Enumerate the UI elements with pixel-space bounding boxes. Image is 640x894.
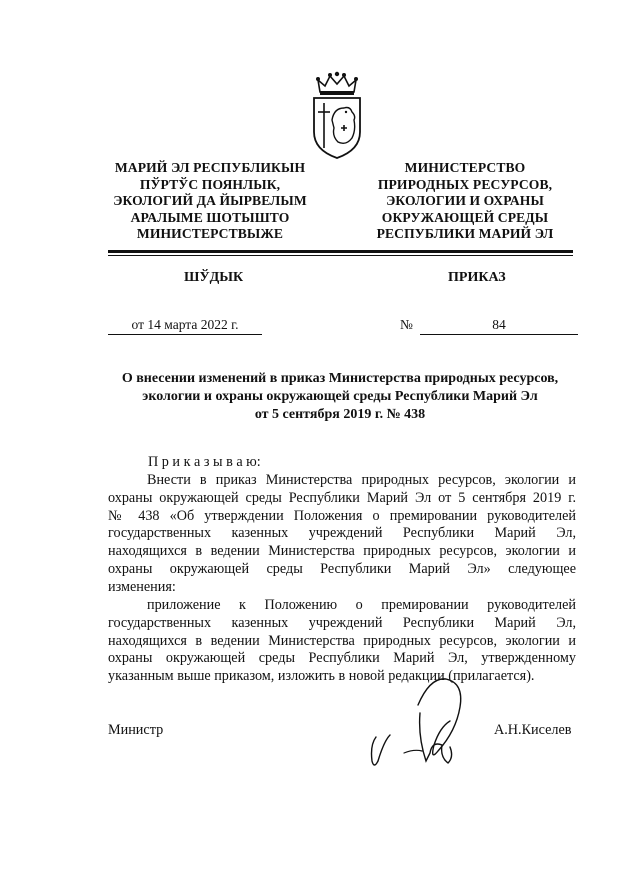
header-right-line: РЕСПУБЛИКИ МАРИЙ ЭЛ bbox=[376, 226, 554, 241]
coat-of-arms-icon bbox=[300, 70, 374, 160]
paragraph-line: охраны окружающей среды Республики Марий Эл, утвержденному bbox=[108, 650, 576, 667]
paragraph-1 bbox=[108, 472, 576, 597]
signatory-name: А.Н.Киселев bbox=[494, 722, 572, 738]
header-right-line: ОКРУЖАЮЩЕЙ СРЕДЫ bbox=[381, 209, 549, 225]
paragraph-line: находящихся в ведении Министерства природных ресурсов, экологии и bbox=[108, 543, 576, 560]
header-right bbox=[365, 160, 565, 243]
paragraph-line: государственных казенных учреждений Республики Марий Эл, bbox=[108, 525, 576, 542]
paragraph-line: охраны окружающей среды Республики Марий Эл от 5 сентября 2019 г. bbox=[108, 489, 576, 506]
header-right-line: ПРИРОДНЫХ РЕСУРСОВ, bbox=[377, 176, 553, 192]
order-word: П р и к а з ы в а ю: bbox=[148, 454, 261, 470]
handwritten-signature bbox=[360, 665, 500, 775]
header-left-line: АРАЛЫМЕ ШОТЫШТО bbox=[130, 209, 290, 225]
title-line: от 5 сентября 2019 г. № 438 bbox=[254, 407, 426, 422]
paragraph-line: охраны окружающей среды Республики Марий Эл» следующее bbox=[108, 560, 576, 577]
title-line: экологии и охраны окружающей среды Республики Марий Эл bbox=[142, 389, 538, 404]
order-number: 84 bbox=[420, 317, 578, 335]
header-divider-thin bbox=[108, 255, 573, 256]
order-title bbox=[100, 370, 580, 424]
paragraph-line: № 438 «Об утверждении Положения о премировании руководителей bbox=[108, 507, 576, 524]
number-sign: № bbox=[400, 317, 413, 332]
paragraph-line: Внести в приказ Министерства природных ресурсов, экологии и bbox=[147, 472, 576, 488]
paragraph-line: находящихся в ведении Министерства природных ресурсов, экологии и bbox=[108, 632, 576, 649]
doc-type-right: ПРИКАЗ bbox=[448, 270, 506, 285]
header-left bbox=[110, 160, 310, 243]
paragraph-line: приложение к Положению о премировании руководителей bbox=[147, 597, 576, 613]
header-left-line: МАРИЙ ЭЛ РЕСПУБЛИКЫН bbox=[114, 160, 306, 175]
header-left-line: ПЎРТЎС ПОЯНЛЫК, bbox=[139, 176, 281, 192]
header-right-line: МИНИСТЕРСТВО bbox=[404, 160, 526, 175]
paragraph-line: указанным выше приказом, изложить в новой редакции (прилагается). bbox=[108, 668, 535, 685]
order-date: от 14 марта 2022 г. bbox=[108, 317, 262, 335]
header-right-line: ЭКОЛОГИИ И ОХРАНЫ bbox=[386, 193, 544, 208]
doc-type-left: ШЎДЫК bbox=[184, 270, 244, 285]
paragraph-2 bbox=[108, 597, 576, 686]
header-left-line: МИНИСТЕРСТВЫЖЕ bbox=[136, 226, 284, 241]
header-left-line: ЭКОЛОГИЙ ДА ЙЫРВЕЛЫМ bbox=[113, 193, 307, 208]
signatory-position: Министр bbox=[108, 722, 164, 738]
paragraph-line: изменения: bbox=[108, 578, 176, 595]
title-line: О внесении изменений в приказ Министерства природных ресурсов, bbox=[121, 371, 559, 386]
paragraph-line: государственных казенных учреждений Республики Марий Эл, bbox=[108, 614, 576, 631]
header-divider-thick bbox=[108, 250, 573, 253]
